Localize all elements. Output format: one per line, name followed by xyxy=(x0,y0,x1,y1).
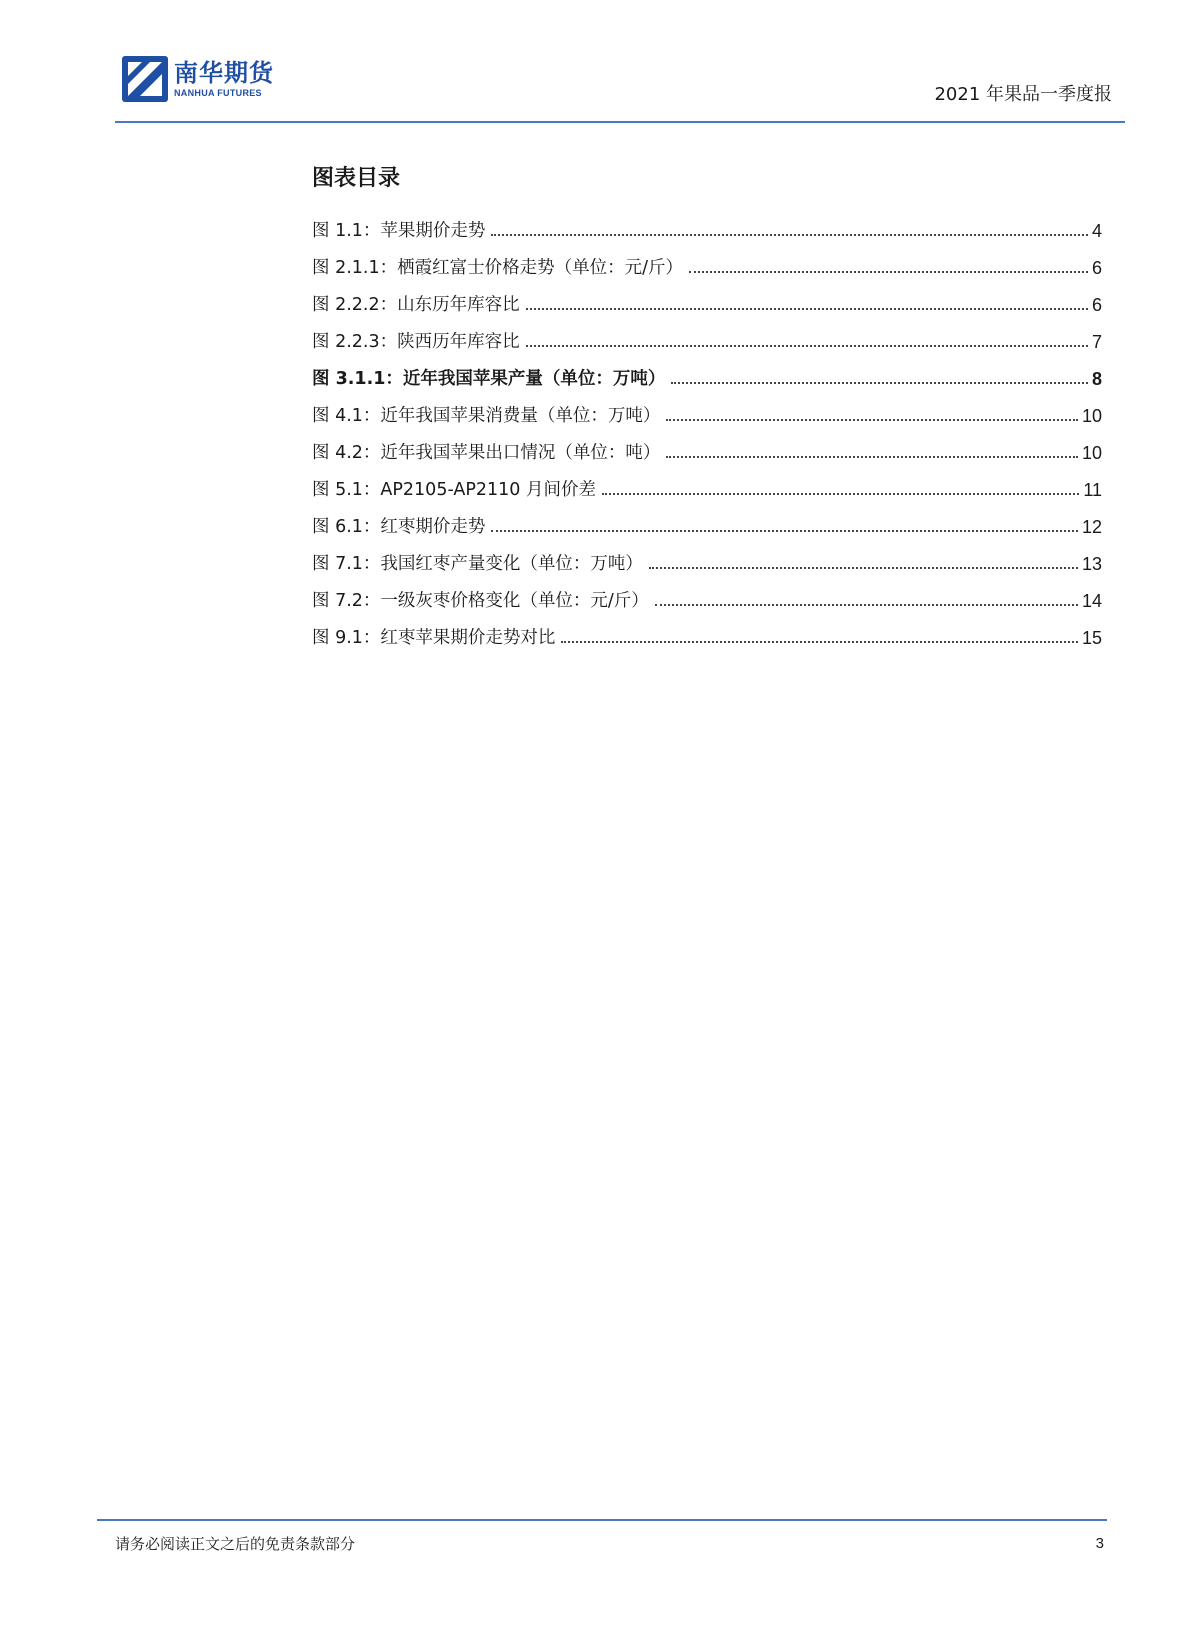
toc-entry[interactable] xyxy=(312,544,1102,581)
toc-entry-label: 图 4.1：近年我国苹果消费量（单位：万吨） xyxy=(312,406,661,426)
logo-chinese-name: 南华期货 xyxy=(174,58,274,87)
toc-entry[interactable] xyxy=(312,433,1102,470)
header-divider xyxy=(115,121,1125,123)
toc-entry-page: 8 xyxy=(1091,369,1102,389)
company-logo xyxy=(122,56,274,102)
toc-entry-page: 14 xyxy=(1081,591,1102,611)
page-number: 3 xyxy=(1095,1535,1104,1552)
toc-dot-leader xyxy=(666,456,1078,458)
toc-entry-page: 12 xyxy=(1081,517,1102,537)
toc-entry[interactable] xyxy=(312,211,1102,248)
report-title: 2021 年果品一季度报 xyxy=(934,84,1112,105)
toc-dot-leader xyxy=(526,345,1088,347)
disclaimer-note: 请务必阅读正文之后的免责条款部分 xyxy=(115,1535,356,1553)
toc-entry[interactable] xyxy=(312,322,1102,359)
logo-english-name: NANHUA FUTURES xyxy=(174,87,262,98)
page-header xyxy=(0,0,1200,130)
toc-entry[interactable] xyxy=(312,396,1102,433)
toc-dot-leader xyxy=(671,382,1088,384)
toc-dot-leader xyxy=(561,641,1078,643)
nanhua-logo-icon xyxy=(122,56,168,102)
toc-entry[interactable] xyxy=(312,507,1102,544)
toc-entry-page: 10 xyxy=(1081,443,1102,463)
toc-entry-page: 6 xyxy=(1091,258,1102,278)
toc-dot-leader xyxy=(689,271,1088,273)
toc-entry-label: 图 5.1：AP2105-AP2110 月间价差 xyxy=(312,480,597,500)
toc-dot-leader xyxy=(649,567,1078,569)
toc-entry[interactable] xyxy=(312,618,1102,655)
toc-heading: 图表目录 xyxy=(312,166,401,191)
footer-divider xyxy=(97,1519,1107,1521)
toc-entry-label: 图 2.1.1：栖霞红富士价格走势（单位：元/斤） xyxy=(312,258,683,278)
toc-dot-leader xyxy=(526,308,1088,310)
toc-entry[interactable] xyxy=(312,470,1102,507)
table-of-figures xyxy=(312,164,1102,655)
toc-entry-label: 图 1.1：苹果期价走势 xyxy=(312,221,486,241)
toc-entry-page: 4 xyxy=(1091,221,1102,241)
toc-dot-leader xyxy=(491,530,1078,532)
toc-entry[interactable] xyxy=(312,248,1102,285)
toc-entry-label: 图 2.2.3：陕西历年库容比 xyxy=(312,332,520,352)
toc-entry-label: 图 4.2：近年我国苹果出口情况（单位：吨） xyxy=(312,443,661,463)
logo-wordmark xyxy=(174,58,274,98)
toc-entry-label: 图 3.1.1：近年我国苹果产量（单位：万吨） xyxy=(312,369,666,389)
toc-entry-label: 图 7.1：我国红枣产量变化（单位：万吨） xyxy=(312,554,643,574)
toc-entry[interactable] xyxy=(312,359,1102,396)
toc-entry-label: 图 7.2：一级灰枣价格变化（单位：元/斤） xyxy=(312,591,649,611)
toc-entry-page: 13 xyxy=(1081,554,1102,574)
toc-entry-page: 15 xyxy=(1081,628,1102,648)
toc-entry-page: 6 xyxy=(1091,295,1102,315)
toc-entry-page: 7 xyxy=(1091,332,1102,352)
toc-dot-leader xyxy=(602,493,1079,495)
toc-list xyxy=(312,211,1102,655)
toc-entry-label: 图 9.1：红枣苹果期价走势对比 xyxy=(312,628,556,648)
toc-dot-leader xyxy=(491,234,1088,236)
toc-dot-leader xyxy=(666,419,1078,421)
toc-entry[interactable] xyxy=(312,581,1102,618)
toc-entry-page: 11 xyxy=(1083,480,1102,500)
toc-entry-label: 图 2.2.2：山东历年库容比 xyxy=(312,295,520,315)
toc-entry[interactable] xyxy=(312,285,1102,322)
toc-entry-page: 10 xyxy=(1081,406,1102,426)
toc-entry-label: 图 6.1：红枣期价走势 xyxy=(312,517,486,537)
toc-dot-leader xyxy=(655,604,1078,606)
